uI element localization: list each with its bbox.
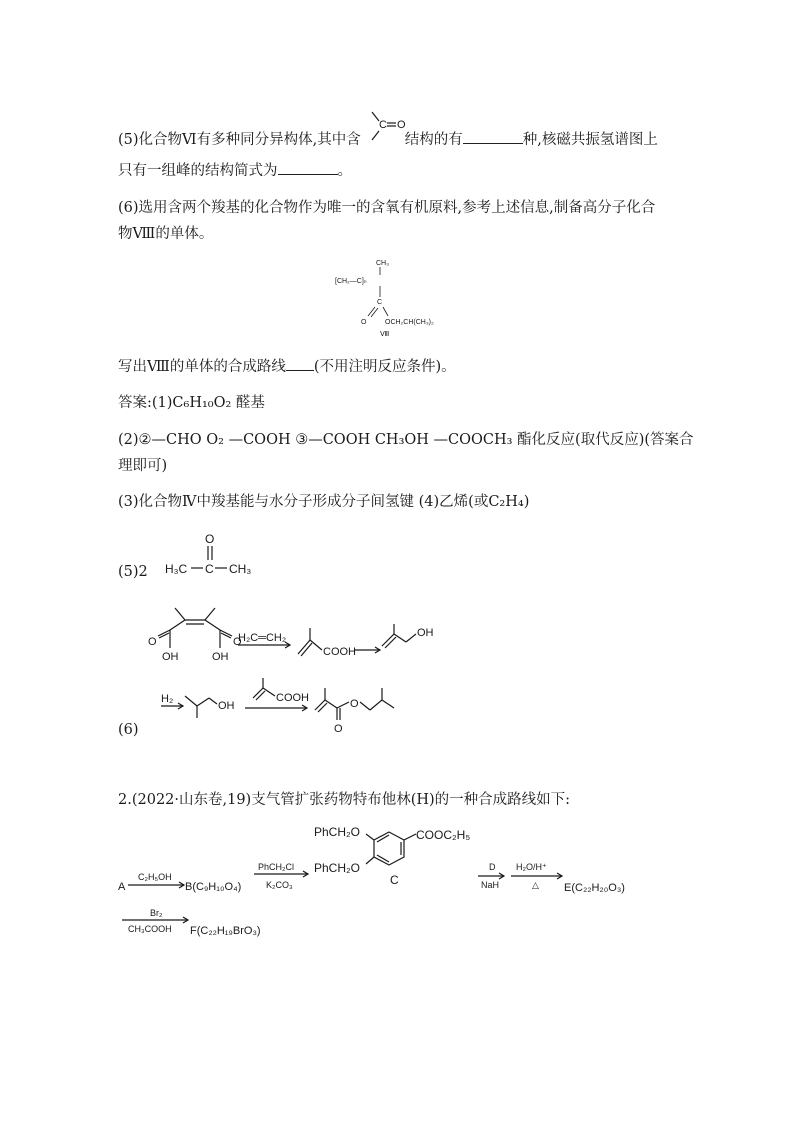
scheme-sub1: PhCH₂O — [314, 825, 361, 839]
route-6-row1 — [140, 600, 460, 675]
scheme-r3b: NaH — [481, 880, 500, 890]
q5-blank-count[interactable] — [463, 129, 523, 144]
scheme-e: E(C₂₂H₂₀O₃) — [564, 882, 625, 894]
scheme-2 — [118, 822, 678, 942]
scheme-r2b: K₂CO₃ — [266, 880, 293, 890]
scheme-b: B(C₉H₁₀O₄) — [185, 881, 242, 893]
frag-o: O — [397, 119, 406, 131]
acetone-o: O — [205, 532, 215, 546]
q5-line2-text: 只有一组峰的结构简式为 — [118, 163, 278, 179]
polymer-ester: OCH₂CH(CH₃)₂ — [385, 319, 434, 326]
route-cooh1: COOH — [323, 646, 356, 658]
route-6-row2 — [155, 672, 425, 742]
q6-line3 — [118, 356, 456, 377]
answer-3-4: (3)化合物Ⅳ中羧基能与水分子形成分子间氢键 (4)乙烯(或C₂H₄) — [118, 494, 530, 510]
scheme-r3a: D — [489, 862, 496, 872]
scheme-sub2: PhCH₂O — [314, 861, 361, 875]
acetone-c: C — [205, 562, 214, 576]
q6-blank-route[interactable] — [286, 356, 314, 371]
route-oh3: OH — [417, 627, 434, 639]
route-oh4: OH — [218, 700, 235, 712]
scheme-r4b: △ — [532, 880, 539, 890]
q5-line2-end: 。 — [337, 163, 352, 179]
acetone-left: H₃C — [165, 562, 188, 576]
polymer-label: Ⅷ — [380, 331, 390, 338]
polymer-backbone: [CH₂—C]ₙ — [335, 278, 367, 285]
q5-suffix: 种,核磁共振氢谱图上 — [522, 132, 658, 148]
route-reagent2: H₂ — [161, 693, 174, 705]
polymer-ch3: CH₃ — [376, 260, 389, 267]
scheme-f: F(C₂₂H₁₉BrO₃) — [190, 925, 261, 937]
route-o2: O — [233, 636, 242, 648]
q5-prefix: (5)化合物Ⅵ有多种同分异构体,其中含 — [118, 132, 361, 148]
scheme-a: A — [118, 881, 126, 893]
scheme-ester: COOC₂H₅ — [416, 828, 471, 842]
route-o1: O — [148, 636, 157, 648]
frag-c: C — [379, 119, 387, 131]
q6-line1: (6)选用含两个羧基的化合物作为唯一的含氧有机原料,参考上述信息,制备高分子化合 — [118, 200, 656, 216]
answer-2b: 理即可) — [118, 458, 168, 474]
answer-6-label: (6) — [118, 722, 139, 738]
answer-5-label: (5)2 — [118, 564, 148, 580]
polymer-viii — [330, 255, 470, 345]
q5-line2 — [118, 160, 352, 181]
q6-line3-text: 写出Ⅷ的单体的合成路线 — [118, 359, 286, 375]
route-o-carbonyl: O — [334, 723, 343, 735]
route-reagent1: H₂C═CH₂ — [238, 632, 287, 644]
q5-blank-structure[interactable] — [278, 160, 338, 175]
q6-line3-end: (不用注明反应条件)。 — [313, 359, 456, 375]
scheme-r4a: H₂O/H⁺ — [516, 862, 547, 872]
scheme-r5b: CH₃COOH — [128, 924, 172, 934]
answer-1: 答案:(1)C₆H₁₀O₂ 醛基 — [118, 395, 265, 411]
scheme-r1: C₂H₅OH — [138, 872, 172, 882]
scheme-label-c: C — [390, 873, 399, 887]
route-oh1: OH — [162, 651, 179, 663]
q5-mid: 结构的有 — [404, 132, 463, 148]
answer-2: (2)②—CHO O₂ —COOH ③—COOH CH₃OH —COOCH₃ 酯化反应(取代反应)(答案合 — [118, 432, 694, 448]
acetone-right: CH₃ — [229, 562, 252, 576]
scheme-r5a: Br₂ — [150, 908, 163, 918]
polymer-o: O — [361, 319, 367, 326]
acetone-structure — [165, 530, 275, 580]
route-o-ester: O — [350, 698, 359, 710]
carbonyl-fragment — [368, 110, 418, 146]
q6-line2: 物Ⅷ的单体。 — [118, 226, 214, 242]
route-oh2: OH — [212, 651, 229, 663]
polymer-c: C — [377, 299, 383, 306]
q2-stem: 2.(2022·山东卷,19)支气管扩张药物特布他林(H)的一种合成路线如下: — [118, 792, 571, 808]
scheme-r2a: PhCH₂Cl — [258, 862, 294, 872]
route-cooh2: COOH — [276, 692, 309, 704]
